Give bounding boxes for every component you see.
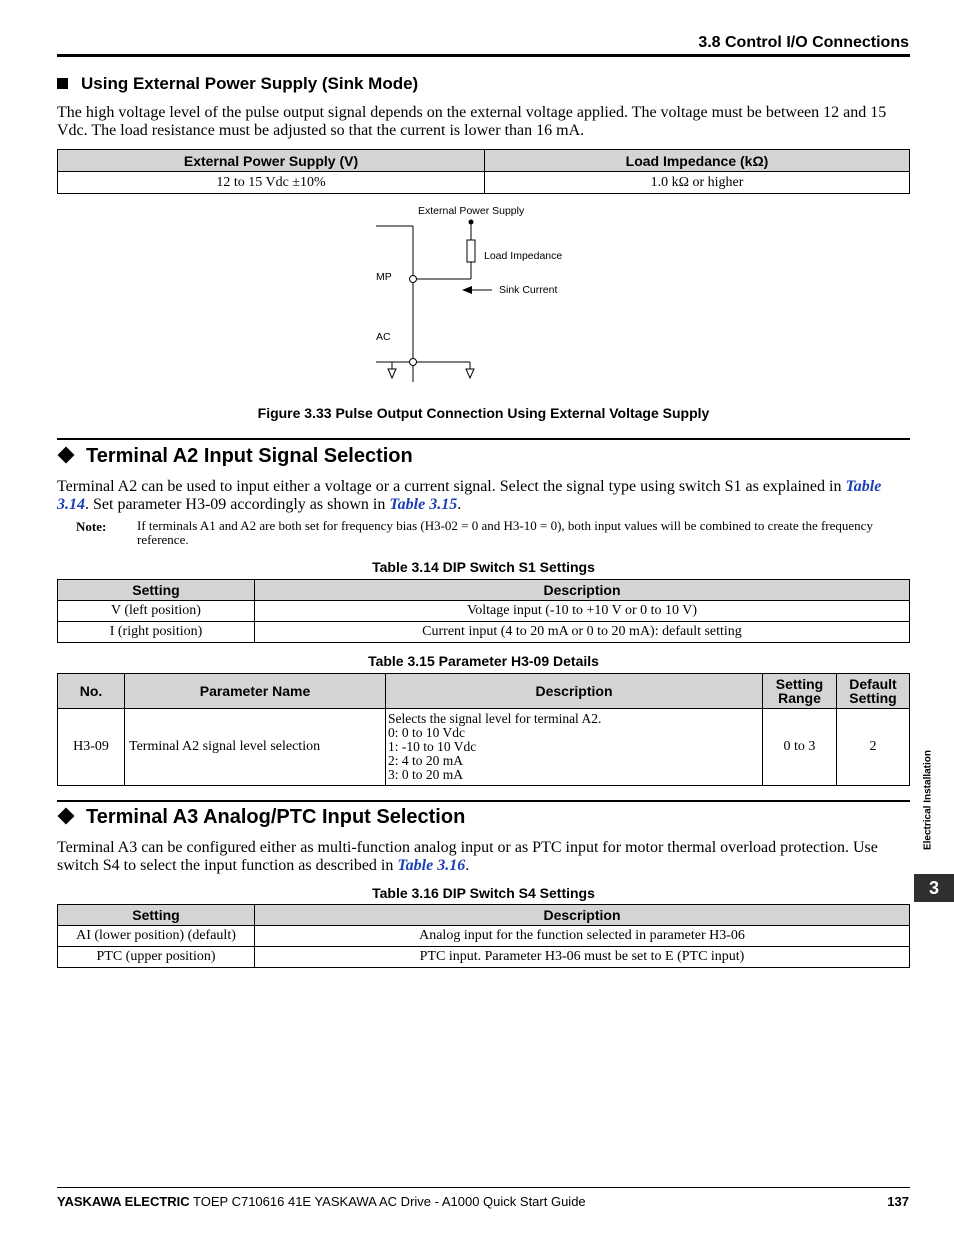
load-resistor-symbol bbox=[467, 240, 475, 262]
ac-terminal bbox=[410, 359, 417, 366]
label-sink-current: Sink Current bbox=[499, 284, 558, 296]
table-3-16-caption: Table 3.16 DIP Switch S4 Settings bbox=[372, 885, 595, 901]
table-cell: 0 to 3 bbox=[763, 709, 837, 786]
a2-paragraph-text: Terminal A2 can be used to input either a voltage or a current signal. Select the signal type using switch S1 as explained in bbox=[57, 478, 846, 495]
table-cell: Voltage input (-10 to +10 V or 0 to 10 V) bbox=[255, 601, 910, 622]
label-ac: AC bbox=[376, 331, 391, 343]
note-text: If terminals A1 and A2 are both set for frequency bias (H3-02 = 0 and H3-10 = 0), both input values will be combined to create the frequency reference. bbox=[137, 518, 873, 547]
table-3-14-caption: Table 3.14 DIP Switch S1 Settings bbox=[372, 559, 595, 575]
label-mp: MP bbox=[376, 271, 392, 283]
table-cell bbox=[386, 709, 763, 786]
table-cell: 2 bbox=[837, 709, 910, 786]
pulse-output-circuit-diagram bbox=[0, 0, 954, 400]
a3-heading-text: Terminal A3 Analog/PTC Input Selection bbox=[86, 806, 466, 828]
table-cell: Current input (4 to 20 mA or 0 to 20 mA): default setting bbox=[255, 622, 910, 643]
a3-paragraph-text: Terminal A3 can be configured either as multi-function analog input or as PTC input for motor thermal overload protection. Use switch S4 to select the input function as described in bbox=[57, 839, 878, 874]
table-header: Default Setting bbox=[837, 674, 910, 709]
table-cell: AI (lower position) (default) bbox=[58, 926, 255, 947]
diamond-bullet-icon bbox=[58, 808, 75, 825]
ground-icon bbox=[466, 369, 474, 378]
label-external-power-supply: External Power Supply bbox=[418, 205, 525, 217]
footer-doc-title: TOEP C710616 41E YASKAWA AC Drive - A1000 Quick Start Guide bbox=[189, 1194, 586, 1209]
dip-switch-s1-table bbox=[57, 579, 910, 643]
table-row bbox=[58, 622, 910, 643]
description-line: 1: -10 to 10 Vdc bbox=[388, 739, 477, 754]
a2-paragraph-text: . bbox=[457, 495, 462, 513]
table-3-16-link[interactable]: Table 3.16 bbox=[397, 856, 466, 874]
parameter-h3-09-table bbox=[57, 673, 910, 786]
table-header: Description bbox=[386, 674, 763, 709]
a2-paragraph-text: . Set parameter H3-09 accordingly as shown in bbox=[85, 495, 390, 513]
a2-paragraph bbox=[57, 478, 910, 513]
diamond-bullet-icon bbox=[58, 447, 75, 464]
table-cell: PTC input. Parameter H3-06 must be set to E (PTC input) bbox=[255, 947, 910, 968]
sink-mode-paragraph: The high voltage level of the pulse output signal depends on the external voltage applied. The voltage must be between 12 and 15 Vdc. The load resistance must be adjusted so that the current is lower than 16 mA. bbox=[57, 104, 887, 139]
description-line: 2: 4 to 20 mA bbox=[388, 753, 464, 768]
table-cell: Analog input for the function selected in parameter H3-06 bbox=[255, 926, 910, 947]
footer-document-info bbox=[57, 1194, 586, 1209]
description-line: 3: 0 to 20 mA bbox=[388, 767, 464, 782]
sink-mode-heading-text: Using External Power Supply (Sink Mode) bbox=[81, 74, 419, 93]
footer-rule bbox=[57, 1187, 910, 1188]
ground-icon bbox=[388, 369, 396, 378]
table-3-14-link[interactable]: Table 3.14 bbox=[57, 478, 882, 513]
description-line: Selects the signal level for terminal A2. bbox=[388, 711, 602, 726]
table-cell: H3-09 bbox=[58, 709, 125, 786]
section-title: 3.8 Control I/O Connections bbox=[698, 34, 909, 51]
a3-paragraph-text: . bbox=[465, 856, 470, 874]
table-row bbox=[58, 926, 910, 947]
supply-node bbox=[469, 220, 474, 225]
table-cell: 1.0 kΩ or higher bbox=[485, 172, 910, 194]
page-number: 137 bbox=[887, 1194, 909, 1209]
table-cell: 12 to 15 Vdc ±10% bbox=[58, 172, 485, 194]
table-header: Description bbox=[255, 580, 910, 601]
footer-brand: YASKAWA ELECTRIC bbox=[57, 1194, 190, 1209]
table-header: Description bbox=[255, 905, 910, 926]
table-header: Load Impedance (kΩ) bbox=[485, 150, 910, 172]
table-3-15-caption: Table 3.15 Parameter H3-09 Details bbox=[368, 653, 599, 669]
table-header: Setting Range bbox=[763, 674, 837, 709]
a3-paragraph bbox=[57, 839, 910, 874]
table-header: External Power Supply (V) bbox=[58, 150, 485, 172]
table-header: Setting bbox=[58, 580, 255, 601]
table-3-15-link[interactable]: Table 3.15 bbox=[389, 495, 458, 513]
label-load-impedance: Load Impedance bbox=[484, 250, 563, 262]
a2-heading-text: Terminal A2 Input Signal Selection bbox=[86, 445, 413, 467]
figure-caption: Figure 3.33 Pulse Output Connection Using External Voltage Supply bbox=[257, 405, 710, 421]
table-cell: PTC (upper position) bbox=[58, 947, 255, 968]
table-cell: V (left position) bbox=[58, 601, 255, 622]
mp-terminal bbox=[410, 276, 417, 283]
table-cell: I (right position) bbox=[58, 622, 255, 643]
table-row bbox=[58, 947, 910, 968]
a2-heading bbox=[57, 445, 413, 468]
section-rule bbox=[57, 800, 910, 802]
description-line: 0: 0 to 10 Vdc bbox=[388, 725, 465, 740]
table-row bbox=[58, 601, 910, 622]
a3-heading bbox=[57, 806, 465, 829]
table-cell: Terminal A2 signal level selection bbox=[125, 709, 386, 786]
note-label: Note: bbox=[76, 519, 107, 534]
chapter-tab[interactable]: 3 bbox=[914, 874, 954, 902]
table-header: Parameter Name bbox=[125, 674, 386, 709]
section-rule bbox=[57, 438, 910, 440]
table-header: No. bbox=[58, 674, 125, 709]
table-header: Setting bbox=[58, 905, 255, 926]
table-row bbox=[58, 709, 910, 786]
chapter-side-label: Electrical Installation bbox=[922, 749, 934, 851]
arrow-left-icon bbox=[462, 286, 472, 294]
dip-switch-s4-table bbox=[57, 904, 910, 968]
